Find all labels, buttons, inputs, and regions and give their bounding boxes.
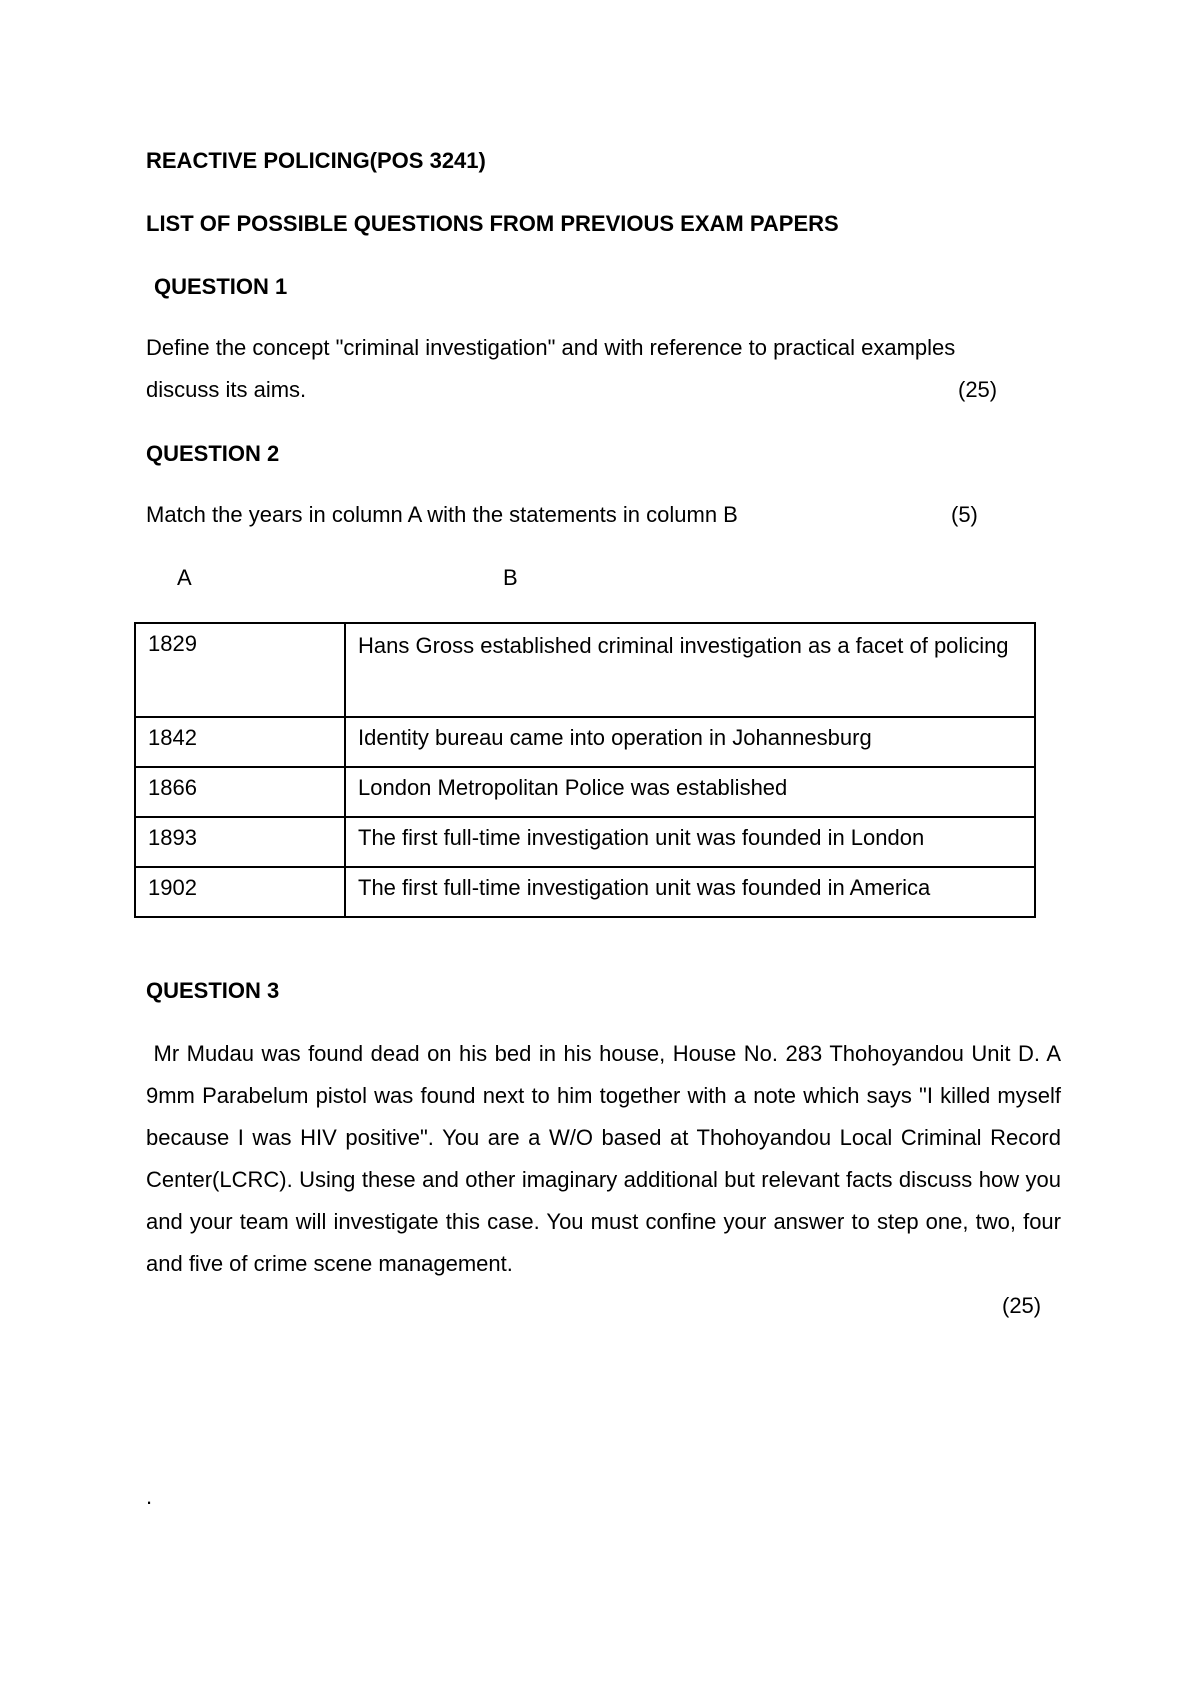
year-cell: 1902 (135, 867, 345, 917)
question-2-instruction: Match the years in column A with the statements in column B (146, 502, 738, 527)
question-1-text-line-2: discuss its aims. (146, 377, 307, 402)
question-1-text-line-1: Define the concept "criminal investigation" and with reference to practical examples (146, 335, 956, 360)
table-row (135, 867, 1035, 917)
footer-dot: . (146, 1484, 153, 1509)
table-row (135, 717, 1035, 767)
question-3-text: Mr Mudau was found dead on his bed in his house, House No. 283 Thohoyandou Unit D. A 9mm Parabelum pistol was found next to him together with a note which says "I killed myself because I was HIV positive". You are a W/O based at Thohoyandou Local Criminal Record Center(LCRC). Using these and other imaginary additional but relevant facts discuss how you and your team will investigate this case. You must confine your answer to step one, two, four and five of crime scene management. (146, 1041, 1068, 1276)
question-2-heading: QUESTION 2 (146, 441, 280, 466)
question-1-heading: QUESTION 1 (154, 274, 288, 299)
question-3-marks: (25) (1002, 1293, 1042, 1318)
year-cell: 1893 (135, 817, 345, 867)
year-cell: 1829 (135, 623, 345, 717)
year-cell: 1842 (135, 717, 345, 767)
question-1-marks: (25) (958, 377, 998, 402)
statement-cell: The first full-time investigation unit was founded in London (345, 817, 1035, 867)
statement-cell: London Metropolitan Police was established (345, 767, 1035, 817)
statement-cell: The first full-time investigation unit was founded in America (345, 867, 1035, 917)
column-a-label: A (177, 565, 192, 590)
course-title: REACTIVE POLICING(POS 3241) (146, 148, 486, 173)
column-b-label: B (503, 565, 518, 590)
document-subtitle: LIST OF POSSIBLE QUESTIONS FROM PREVIOUS EXAM PAPERS (146, 211, 839, 236)
statement-cell: Hans Gross established criminal investigation as a facet of policing (345, 623, 1035, 717)
table-row (135, 817, 1035, 867)
question-2-marks: (5) (951, 502, 978, 527)
matching-table (134, 622, 1036, 918)
year-cell: 1866 (135, 767, 345, 817)
statement-cell: Identity bureau came into operation in Johannesburg (345, 717, 1035, 767)
table-row (135, 767, 1035, 817)
question-3-heading: QUESTION 3 (146, 978, 280, 1003)
table-row (135, 623, 1035, 717)
